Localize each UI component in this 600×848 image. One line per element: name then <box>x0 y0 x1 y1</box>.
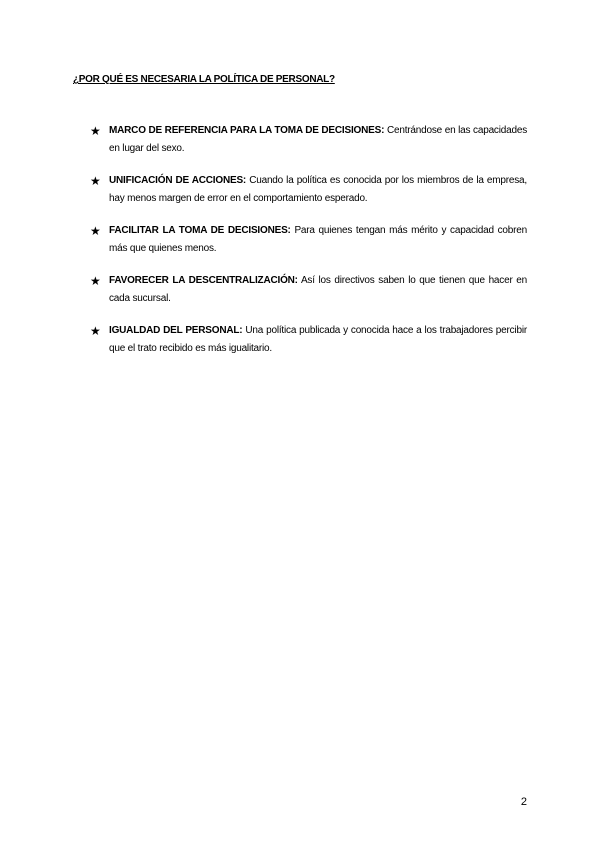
list-item <box>90 122 527 158</box>
item-body <box>109 222 527 258</box>
list-item <box>90 322 527 358</box>
star-icon: ★ <box>90 324 101 338</box>
star-icon: ★ <box>90 174 101 188</box>
item-title: FACILITAR LA TOMA DE DECISIONES: <box>109 225 291 236</box>
list-item <box>90 222 527 258</box>
item-body <box>109 272 527 308</box>
item-text: Una política publicada y conocida hace a los trabajadores percibir que el trato recibido es más igualitario. <box>109 325 527 354</box>
item-body <box>109 122 527 158</box>
item-body <box>109 322 527 358</box>
item-text: Así los directivos saben lo que tienen que hacer en cada sucursal. <box>109 275 527 304</box>
item-title: MARCO DE REFERENCIA PARA LA TOMA DE DECISIONES: <box>109 125 385 136</box>
star-icon: ★ <box>90 274 101 288</box>
bullet-list <box>90 122 527 372</box>
section-heading: ¿POR QUÉ ES NECESARIA LA POLÍTICA DE PERSONAL? <box>73 74 335 85</box>
page-number: 2 <box>520 796 527 808</box>
list-item <box>90 172 527 208</box>
item-title: UNIFICACIÓN DE ACCIONES: <box>109 175 247 186</box>
item-text: Cuando la política es conocida por los miembros de la empresa, hay menos margen de error en el comportamiento esperado. <box>109 175 527 204</box>
item-title: FAVORECER LA DESCENTRALIZACIÓN: <box>109 275 298 286</box>
star-icon: ★ <box>90 124 101 138</box>
item-text: Centrándose en las capacidades en lugar del sexo. <box>109 125 527 154</box>
item-body <box>109 172 527 208</box>
item-text: Para quienes tengan más mérito y capacidad cobren más que quienes menos. <box>109 225 527 254</box>
item-title: IGUALDAD DEL PERSONAL: <box>109 325 243 336</box>
list-item <box>90 272 527 308</box>
star-icon: ★ <box>90 224 101 238</box>
